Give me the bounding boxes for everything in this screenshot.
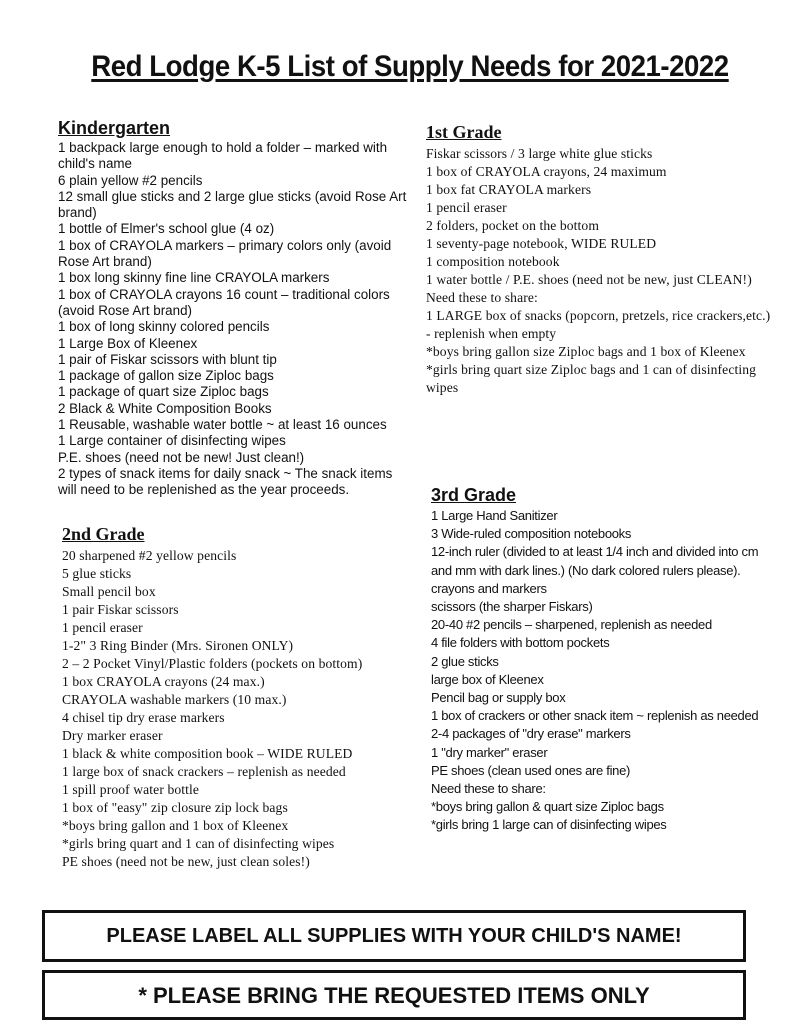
list-item: 1 pair Fiskar scissors [62, 602, 179, 617]
list-item: Need these to share: [431, 781, 546, 797]
list-item: 2 types of snack items for daily snack ~ The snack items will need to be replenished as the year proceeds. [58, 465, 393, 498]
label-supplies-notice: PLEASE LABEL ALL SUPPLIES WITH YOUR CHILD'S NAME! [42, 910, 746, 962]
list-item: 1-2" 3 Ring Binder (Mrs. Sironen ONLY) [62, 638, 294, 653]
list-item: 1 composition notebook [426, 254, 560, 269]
list-item: 1 pencil eraser [426, 200, 507, 215]
list-item: P.E. shoes (need not be new! Just clean!) [58, 449, 305, 465]
list-item: *girls bring quart and 1 can of disinfecting wipes [62, 836, 335, 851]
list-item: 1 pencil eraser [62, 620, 143, 635]
second-grade-section [62, 524, 417, 871]
list-item: 1 Large container of disinfecting wipes [58, 433, 286, 449]
kindergarten-section [58, 118, 413, 499]
list-item: *girls bring 1 large can of disinfecting wipes [431, 817, 667, 833]
list-item: Need these to share: [426, 290, 538, 305]
list-item: 1 bottle of Elmer's school glue (4 oz) [58, 221, 275, 237]
list-item: Dry marker eraser [62, 728, 163, 743]
list-item: 1 package of quart size Ziploc bags [58, 384, 269, 400]
list-item: 1 Large Box of Kleenex [58, 335, 198, 351]
list-item: 1 box of long skinny colored pencils [58, 319, 270, 335]
list-item: *girls bring quart size Ziploc bags and 1 can of disinfecting wipes [426, 362, 756, 395]
list-item: 20-40 #2 pencils – sharpened, replenish as needed [431, 617, 712, 633]
list-item: 1 box of CRAYOLA crayons, 24 maximum [426, 164, 667, 179]
list-item: 1 box of CRAYOLA markers – primary colors only (avoid Rose Art brand) [58, 237, 392, 270]
list-item: 1 box of CRAYOLA crayons 16 count – traditional colors (avoid Rose Art brand) [58, 286, 390, 318]
list-item: Fiskar scissors / 3 large white glue sticks [426, 146, 653, 161]
first-grade-list [426, 145, 771, 397]
list-item: 1 spill proof water bottle [62, 782, 199, 797]
list-item: 1 seventy-page notebook, WIDE RULED [426, 236, 657, 251]
list-item: 4 file folders with bottom pockets [431, 635, 610, 651]
list-item: 1 box fat CRAYOLA markers [426, 182, 592, 197]
list-item: 3 Wide-ruled composition notebooks [431, 526, 632, 542]
kindergarten-list [58, 140, 413, 499]
list-item: PE shoes (need not be new, just clean soles!) [62, 854, 310, 869]
list-item: scissors (the sharper Fiskars) [431, 599, 593, 615]
requested-items-notice: * PLEASE BRING THE REQUESTED ITEMS ONLY [42, 970, 746, 1020]
list-item: 2 glue sticks [431, 653, 499, 669]
list-item: 1 box of "easy" zip closure zip lock bags [62, 800, 288, 815]
second-grade-list [62, 547, 417, 871]
list-item: 2 Black & White Composition Books [58, 400, 272, 416]
list-item: Pencil bag or supply box [431, 690, 566, 706]
list-item: 1 "dry marker" eraser [431, 744, 548, 760]
list-item: CRAYOLA washable markers (10 max.) [62, 692, 287, 707]
list-item: 1 large box of snack crackers – replenish as needed [62, 764, 346, 779]
list-item: 1 Large Hand Sanitizer [431, 508, 558, 523]
list-item: 1 package of gallon size Ziploc bags [58, 368, 274, 384]
list-item: 5 glue sticks [62, 566, 132, 581]
list-item: 2 folders, pocket on the bottom [426, 218, 599, 233]
list-item: 4 chisel tip dry erase markers [62, 710, 225, 725]
list-item: 2 – 2 Pocket Vinyl/Plastic folders (pockets on bottom) [62, 656, 363, 671]
list-item: *boys bring gallon size Ziploc bags and 1 box of Kleenex [426, 344, 746, 359]
list-item: 1 black & white composition book – WIDE RULED [62, 746, 353, 761]
list-item: 1 water bottle / P.E. shoes (need not be new, just CLEAN!) [426, 272, 752, 287]
list-item: Small pencil box [62, 584, 156, 599]
list-item: 12 small glue sticks and 2 large glue sticks (avoid Rose Art brand) [58, 188, 407, 221]
list-item: 1 Reusable, washable water bottle ~ at least 16 ounces [58, 417, 387, 433]
list-item: PE shoes (clean used ones are fine) [431, 762, 631, 778]
first-grade-section [426, 122, 771, 397]
third-grade-list [431, 507, 771, 835]
list-item: *boys bring gallon and 1 box of Kleenex [62, 818, 289, 833]
list-item: 20 sharpened #2 yellow pencils [62, 548, 237, 563]
kindergarten-heading: Kindergarten [58, 118, 171, 138]
list-item: 1 LARGE box of snacks (popcorn, pretzels, rice crackers,etc.) - replenish when empty [426, 308, 771, 341]
list-item: 6 plain yellow #2 pencils [58, 172, 203, 188]
second-grade-heading: 2nd Grade [62, 524, 145, 544]
list-item: 1 box CRAYOLA crayons (24 max.) [62, 674, 265, 689]
list-item: 2-4 packages of "dry erase" markers [431, 726, 631, 742]
list-item: large box of Kleenex [431, 671, 544, 687]
list-item: 12-inch ruler (divided to at least 1/4 inch and divided into cm and mm with dark lines.) (No dark colored rulers please). [431, 544, 759, 578]
list-item: 1 box of crackers or other snack item ~ replenish as needed [431, 708, 759, 724]
page-title: Red Lodge K-5 List of Supply Needs for 2021-2022 [91, 50, 729, 83]
first-grade-heading: 1st Grade [426, 122, 502, 142]
list-item: 1 box long skinny fine line CRAYOLA markers [58, 270, 330, 286]
list-item: *boys bring gallon & quart size Ziploc bags [431, 799, 664, 815]
third-grade-section [431, 485, 771, 835]
list-item: 1 pair of Fiskar scissors with blunt tip [58, 351, 277, 367]
list-item: crayons and markers [431, 580, 547, 596]
list-item: 1 backpack large enough to hold a folder – marked with child's name [58, 140, 388, 172]
third-grade-heading: 3rd Grade [431, 485, 517, 505]
